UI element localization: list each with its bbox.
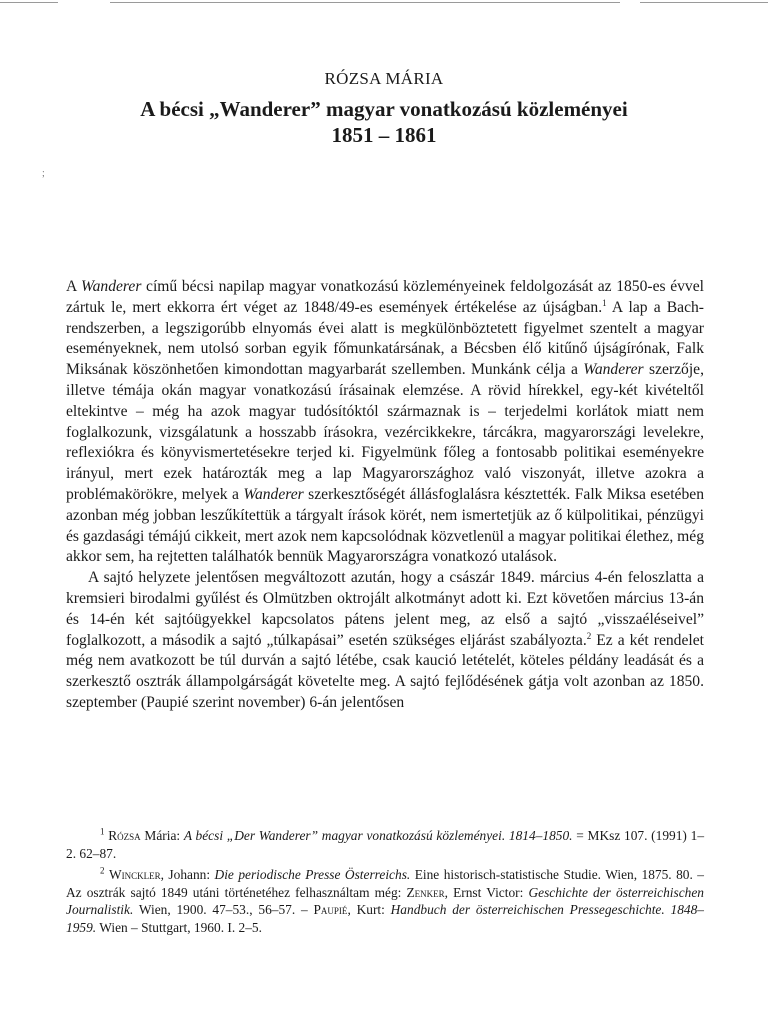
text-run: című bécsi napilap magyar vonatkozású közleményeinek feldolgozását az 1850-es évvel zártuk le, mert ekkorra ért véget az 1848/49-es események értékelése az újságban. [66,278,704,316]
footnote-author: Rózsa [108,828,141,843]
footnote-1 [66,827,704,862]
footnote-author: Zenker [406,884,445,900]
footnote-title: A bécsi „Der Wanderer” magyar vonatkozású közleményei. 1814–1850. [183,828,573,843]
text-run: , Johann: [160,867,215,882]
footnote-2 [66,866,704,936]
footnote-ref-1[interactable]: 1 [602,297,607,308]
text-run: Wien – Stuttgart, 1960. I. 2–5. [96,919,262,935]
footnotes [66,827,704,936]
text-run: szerzője, illetve témája okán magyar vonatkozású írásainak elemzése. A rövid hírekkel, egy-két kivételtől eltekintve – még ha azok magyar tudósítóktól származnak is – terjedelmi korlátok miatt nem foglalkozunk, vizsgálatunk a hosszabb írásokra, vezércikkekre, tárcákra, magyarországi levelekre, reflexiókra és könyvismertetésekre terjed ki. Figyelmünk főleg a fontosabb politikai eseményekre irányul, mert ezek határozták meg a lap Magyarországhoz való viszonyát, illetve azokra a problémakörökre, melyek a [66,361,705,503]
footnote-title: Handbuch der österreichischen Pressegeschichte. 1848–1959. [66,902,704,935]
text-run: Mária: [140,828,184,843]
footnote-number: 2 [100,865,105,876]
footnote-author: Paupié [313,902,348,917]
text-run: A sajtó helyzete jelentősen megváltozott azután, hogy a császár 1849. március 4-én feloszlatta a kremsieri birodalmi gyűlést és Olmützben oktrojált alkotmányt adott ki. Ezt követően március 13-án és 14-én két sajtóügyekkel kapcsolatos pátens jelent meg, az első a sajtó „visszaéléseivel” foglalkozott, a második a sajtó „túlkapásai” esetén szükséges eljárást szabályozta. [66,569,704,649]
footnote-ref-2[interactable]: 2 [586,630,592,641]
article-title: A bécsi „Wanderer” magyar vonatkozású közleményei [140,97,628,121]
article-body [66,277,704,714]
footnote-author: Winckler [108,867,161,882]
text-run: Ez a két rendelet még nem avatkozott be túl durván a sajtó létébe, csak kaució letételét, köteles példány leadását és a szerkesztő osztrák állampolgárságát követelte meg. A sajtó fejlődésének gátja volt azonban az 1850. szeptember (Paupié szerint november) 6-án jelentősen [66,631,704,711]
paragraph-1 [66,277,704,568]
text-run: , Kurt: [347,902,391,917]
italic-run: Wanderer [81,278,142,295]
footnote-title: Die periodische Presse Österreichs. [214,867,411,882]
text-run: , Ernst Victor: [444,884,529,900]
text-run: Wien, 1900. 47–53., 56–57. – [133,902,314,917]
article-years: 1851 – 1861 [331,123,437,147]
text-run: szerkesztőségét állásfoglalásra késztették. Falk Miksa esetében azonban még jobban leszűkítettük a tárgyalt írások körét, nem ismertetjük az ő külpolitikai, pénzügyi és gazdasági témájú cikkeit, mert azok nem kapcsolódnak közvetlenül a magyar politikai élethez, még akkor sem, ha rejtetten találhatók bennük Magyarországra vonatkozó utalások. [66,485,704,566]
top-rule-left [0,2,58,3]
italic-run: Wanderer [243,485,304,503]
footnote-number: 1 [100,826,105,837]
italic-run: Wanderer [583,361,644,379]
text-run: A lap a Bach-rendszerben, a legszigorúbb elnyomás évei alatt is megkülönböztetett figyelmet szentelt a magyar eseményeknek, nem utolsó sorban egyik főmunkatársának, a Bécsben élő kitűnő újságírónak, Falk Miksának köszönhetően kimondottan magyarbarát szellemben. Munkánk célja a [66,298,705,379]
margin-mark: ; [42,168,45,179]
text-run: Eine historisch-statistische Studie. Wien, 1875. 80. – Az osztrák sajtó 1849 utáni történetéhez felhasználtam még: [66,867,704,900]
top-rule-right [640,2,768,3]
footnote-title: Geschichte der österreichischen Journalistik. [66,884,704,917]
author-name: RÓZSA MÁRIA [324,69,444,88]
text-run: A [66,278,82,295]
top-rule-middle [110,2,620,3]
paragraph-2 [66,568,704,714]
text-run: = MKsz 107. (1991) 1–2. 62–87. [66,828,705,861]
article-header [0,68,768,148]
